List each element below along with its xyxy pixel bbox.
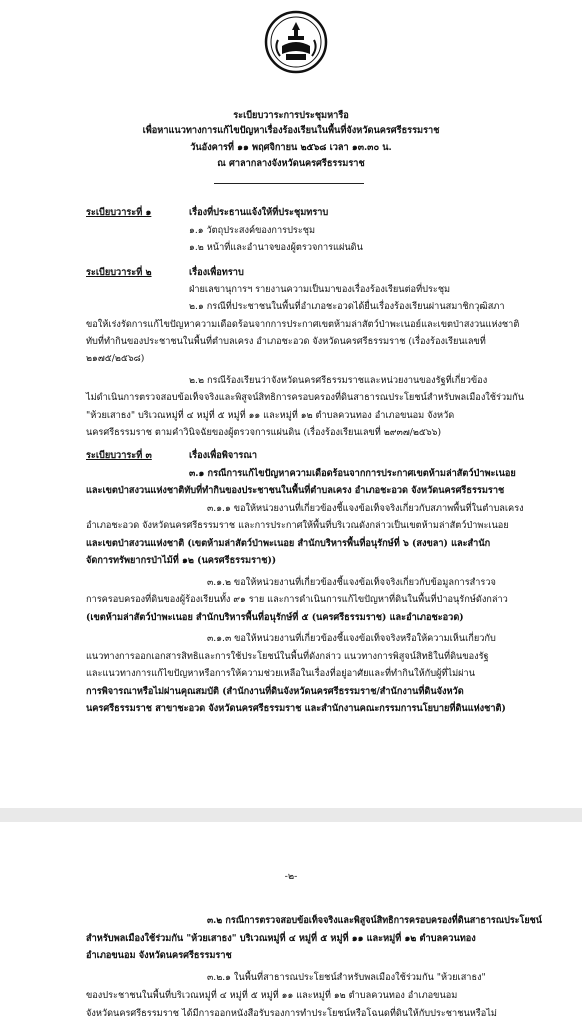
agenda-2-line: ๒.๑ กรณีที่ประชาชนในพื้นที่อำเภอชะอวดได้ยื่นเรื่องร้องเรียนผ่านสมาชิกวุฒิสภา <box>189 301 505 312</box>
section-3-1-3-line: การพิจารณาหรือไม่ผ่านคุณสมบัติ (สำนักงานที่ดินจังหวัดนครศรีธรรมราช/สำนักงานที่ดินจังหวัด <box>86 686 464 697</box>
agenda-2-line: ฝ่ายเลขานุการฯ รายงานความเป็นมาของเรื่องร้องเรียนต่อที่ประชุม <box>189 284 451 295</box>
section-3-1-heading: ๓.๑ กรณีการแก้ไขปัญหาความเดือดร้อนจากการประกาศเขตห้ามล่าสัตว์ป่าพะเนอย <box>189 468 516 479</box>
section-3-1-1-line: จัดการทรัพยากรป่าไม้ที่ ๑๒ (นครศรีธรรมราช)) <box>86 555 277 566</box>
header-line-1: ระเบียบวาระการประชุมหารือ <box>233 110 349 121</box>
agenda-3-label: ระเบียบวาระที่ ๓ <box>86 450 152 461</box>
agenda-1-label: ระเบียบวาระที่ ๑ <box>86 207 152 218</box>
header-line-2: เพื่อหาแนวทางการแก้ไขปัญหาเรื่องร้องเรียนในพื้นที่จังหวัดนครศรีธรรมราช <box>142 125 440 136</box>
agenda-2-line: "ห้วยเสาธง" บริเวณหมู่ที่ ๔ หมู่ที่ ๕ หมู่ที่ ๑๑ และหมู่ที่ ๑๒ ตำบลควนทอง อำเภอขนอม จังหวัด <box>86 410 455 421</box>
agenda-2-line: ทับที่ทำกินของประชาชนในพื้นที่ตำบลเครง อำเภอชะอวด จังหวัดนครศรีธรรมราช (เรื่องร้องเรียนเลขที่ <box>86 336 486 347</box>
section-3-1-3-line: และแนวทางการแก้ไขปัญหาหรือการให้ความช่วยเหลือในเรื่องที่อยู่อาศัยและที่ทำกินให้กับผู้ที่ไม่ผ่าน <box>86 668 475 679</box>
agenda-1-title: เรื่องที่ประธานแจ้งให้ที่ประชุมทราบ <box>189 207 329 218</box>
section-3-1-3-line: ๓.๑.๓ ขอให้หน่วยงานที่เกี่ยวข้องชี้แจงข้อเท็จจริงหรือให้ความเห็นเกี่ยวกับ <box>207 633 496 644</box>
section-3-2-heading: สำหรับพลเมืองใช้ร่วมกัน "ห้วยเสาธง" บริเวณหมู่ที่ ๔ หมู่ที่ ๕ หมู่ที่ ๑๑ และหมู่ที่ ๑๒ ตำบลควนทอง <box>86 933 476 944</box>
section-3-2-1-line: ของประชาชนในพื้นที่บริเวณหมู่ที่ ๔ หมู่ที่ ๕ หมู่ที่ ๑๑ และหมู่ที่ ๑๒ ตำบลควนทอง อำเภอขนอม <box>86 990 458 1001</box>
section-3-1-3-line: นครศรีธรรมราช สาขาชะอวด จังหวัดนครศรีธรรมราช และสำนักงานคณะกรรมการนโยบายที่ดินแห่งชาติ) <box>86 703 506 714</box>
header-divider <box>214 183 364 184</box>
government-seal-logo <box>264 10 328 74</box>
section-3-1-3-line: แนวทางการออกเอกสารสิทธิและการใช้ประโยชน์ในพื้นที่ดังกล่าว แนวทางการพิสูจน์สิทธิในที่ดินของรัฐ <box>86 651 489 662</box>
section-3-1-2-line: ๓.๑.๒ ขอให้หน่วยงานที่เกี่ยวข้องชี้แจงข้อเท็จจริงเกี่ยวกับข้อมูลการสำรวจ <box>207 577 496 588</box>
section-3-1-1-line: และเขตป่าสงวนแห่งชาติ (เขตห้ามล่าสัตว์ป่าพะเนอย สำนักบริหารพื้นที่อนุรักษ์ที่ ๖ (สงขลา) และสำนัก <box>86 538 491 549</box>
agenda-2-line: ๒.๒ กรณีร้องเรียนว่าจังหวัดนครศรีธรรมราชและหน่วยงานของรัฐที่เกี่ยวข้อง <box>189 375 488 386</box>
section-3-1-heading: และเขตป่าสงวนแห่งชาติทับที่ทำกินของประชาชนในพื้นที่ตำบลเครง อำเภอชะอวด จังหวัดนครศรีธรรมราช <box>86 485 505 496</box>
section-3-2-heading: ๓.๒ กรณีการตรวจสอบข้อเท็จจริงและพิสูจน์สิทธิการครอบครองที่ดินสาธารณประโยชน์ <box>207 915 542 926</box>
agenda-2-line: ๒๑๗๕/๒๕๖๘) <box>86 353 145 364</box>
section-3-1-2-line: (เขตห้ามล่าสัตว์ป่าพะเนอย สำนักบริหารพื้นที่อนุรักษ์ที่ ๕ (นครศรีธรรมราช) และอำเภอชะอวด) <box>86 612 464 623</box>
document-page-2 <box>0 822 582 1024</box>
section-3-1-1-line: อำเภอชะอวด จังหวัดนครศรีธรรมราช และการประกาศให้พื้นที่บริเวณดังกล่าวเป็นเขตห้ามล่าสัตว์ป่าพะเนอย <box>86 520 509 531</box>
agenda-2-title: เรื่องเพื่อทราบ <box>189 267 244 278</box>
section-3-2-heading: อำเภอขนอม จังหวัดนครศรีธรรมราช <box>86 950 232 961</box>
section-3-2-1-line: ๓.๒.๑ ในพื้นที่สาธารณประโยชน์สำหรับพลเมืองใช้ร่วมกัน "ห้วยเสาธง" <box>207 972 486 983</box>
header-line-4: ณ ศาลากลางจังหวัดนครศรีธรรมราช <box>217 158 365 169</box>
agenda-2-line: ไม่ดำเนินการตรวจสอบข้อเท็จจริงและพิสูจน์สิทธิการครอบครองที่ดินสาธารณประโยชน์สำหรับพลเมืองใช้ร่วมกัน <box>86 392 525 403</box>
agenda-3-title: เรื่องเพื่อพิจารณา <box>189 450 258 461</box>
agenda-2-line: ขอให้เร่งรัดการแก้ไขปัญหาความเดือดร้อนจากการประกาศเขตห้ามล่าสัตว์ป่าพะเนอย์และเขตป่าสงวนแห่งชาติ <box>86 319 520 330</box>
agenda-2-line: นครศรีธรรมราช ตามคำวินิจฉัยของผู้ตรวจการแผ่นดิน (เรื่องร้องเรียนเลขที่ ๒๙๓๗/๒๕๖๖) <box>86 427 442 438</box>
agenda-2-label: ระเบียบวาระที่ ๒ <box>86 267 152 278</box>
section-3-1-2-line: การครอบครองที่ดินของผู้ร้องเรียนทั้ง ๙๑ ราย และการดำเนินการแก้ไขปัญหาที่ดินในพื้นที่ป่าอนุรักษ์ดังกล่าว <box>86 594 508 605</box>
agenda-1-item: ๑.๒ หน้าที่และอำนาจของผู้ตรวจการแผ่นดิน <box>189 242 363 253</box>
section-3-1-1-line: ๓.๑.๑ ขอให้หน่วยงานที่เกี่ยวข้องชี้แจงข้อเท็จจริงเกี่ยวกับสภาพพื้นที่ในตำบลเครง <box>207 503 524 514</box>
page-number: -๒- <box>284 871 298 882</box>
header-line-3: วันอังคารที่ ๑๑ พฤศจิกายน ๒๕๖๘ เวลา ๑๓.๓๐ น. <box>190 142 392 153</box>
section-3-2-1-line: จังหวัดนครศรีธรรมราช ได้มีการออกหนังสือรับรองการทำประโยชน์หรือโฉนดที่ดินให้กับประชาชนหรือไม่ <box>86 1008 497 1019</box>
agenda-1-item: ๑.๑ วัตถุประสงค์ของการประชุม <box>189 225 316 236</box>
